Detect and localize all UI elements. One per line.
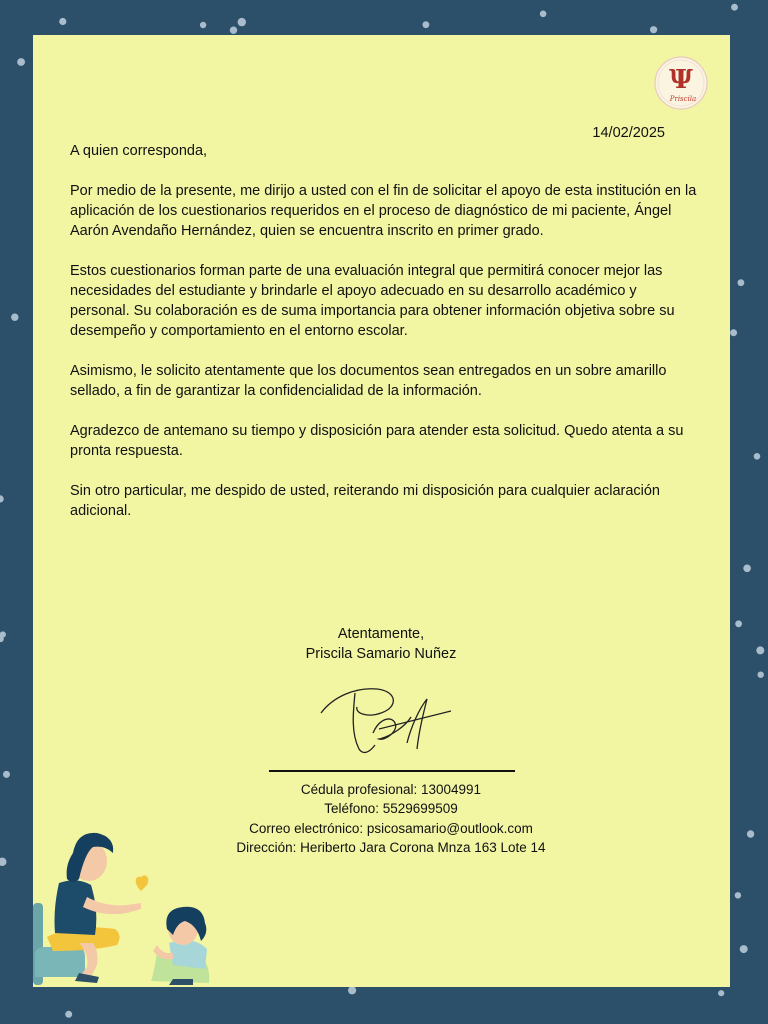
background-dot	[0, 631, 6, 637]
background-dot	[718, 990, 724, 996]
background-dot	[230, 27, 237, 34]
background-dot	[540, 11, 547, 18]
background-dot	[756, 646, 764, 654]
background-dot	[754, 453, 761, 460]
background-dot	[0, 495, 4, 502]
background-dot	[11, 314, 18, 321]
background-dot	[740, 945, 748, 953]
cedula-text: Cédula profesional: 13004991	[300, 782, 482, 797]
closing-block	[233, 624, 529, 664]
svg-text:Ψ: Ψ	[669, 65, 693, 95]
letter-date: 14/02/2025	[592, 125, 665, 141]
background-dot	[238, 18, 246, 26]
closing-line: Atentamente,	[337, 626, 425, 642]
background-dot	[735, 620, 742, 627]
paragraph: Agradezco de antemano su tiempo y disposición para atender esta solicitud. Quedo atenta a su pronta respuesta.	[70, 423, 684, 459]
greeting: A quien corresponda,	[70, 143, 208, 159]
background-dot	[59, 18, 66, 25]
paragraph: Por medio de la presente, me dirijo a usted con el fin de solicitar el apoyo de esta institución en la aplicación de los cuestionarios requeridos en el proceso de diagnóstico de mi paciente, Ángel Aarón Avendaño Hernández, quien se encuentra inscrito en primer grado.	[70, 183, 697, 239]
paragraph: Estos cuestionarios forman parte de una evaluación integral que permitirá conocer mejor las necesidades del estudiante y brindarle el apoyo adecuado en su desarrollo académico y personal. Su colaboración es de suma importancia para obtener información objetiva sobre su desempeño y comportamiento en el entorno escolar.	[70, 263, 675, 339]
background-dot	[65, 1011, 72, 1018]
background-dot	[747, 830, 754, 837]
background-dot	[423, 21, 430, 28]
paragraph: Asimismo, le solicito atentamente que los documentos sean entregados en un sobre amarillo sellado, a fin de garantizar la confidencialidad de la información.	[70, 363, 667, 399]
background-dot	[735, 892, 741, 898]
background-dot	[758, 672, 764, 678]
paragraph: Sin otro particular, me despido de usted, reiterando mi disposición para cualquier aclaración adicional.	[70, 483, 660, 519]
svg-text:Priscila: Priscila	[669, 95, 697, 103]
background-dot	[200, 22, 206, 28]
letter-body	[70, 141, 700, 541]
letter-page	[33, 35, 730, 987]
background-dot	[3, 771, 10, 778]
background-dot	[743, 565, 751, 573]
signature-line	[269, 770, 515, 772]
telefono-text: Teléfono: 5529699509	[324, 801, 458, 817]
background-dot	[348, 986, 356, 994]
background-dot	[730, 329, 737, 336]
handwritten-signature	[315, 683, 455, 761]
direccion-text: Dirección: Heriberto Jara Corona Mnza 163 Lote 14	[236, 839, 546, 855]
background-dot	[731, 4, 738, 11]
contact-block	[183, 780, 599, 857]
background-dot	[650, 26, 657, 33]
correo-text: Correo electrónico: psicosamario@outlook.com	[249, 820, 533, 836]
signer-name: Priscila Samario Nuñez	[305, 646, 457, 662]
background-dot	[0, 858, 6, 866]
mother-child-illustration	[33, 825, 233, 987]
psi-logo-icon	[653, 55, 709, 111]
background-dot	[738, 279, 745, 286]
background-dot	[17, 58, 25, 66]
